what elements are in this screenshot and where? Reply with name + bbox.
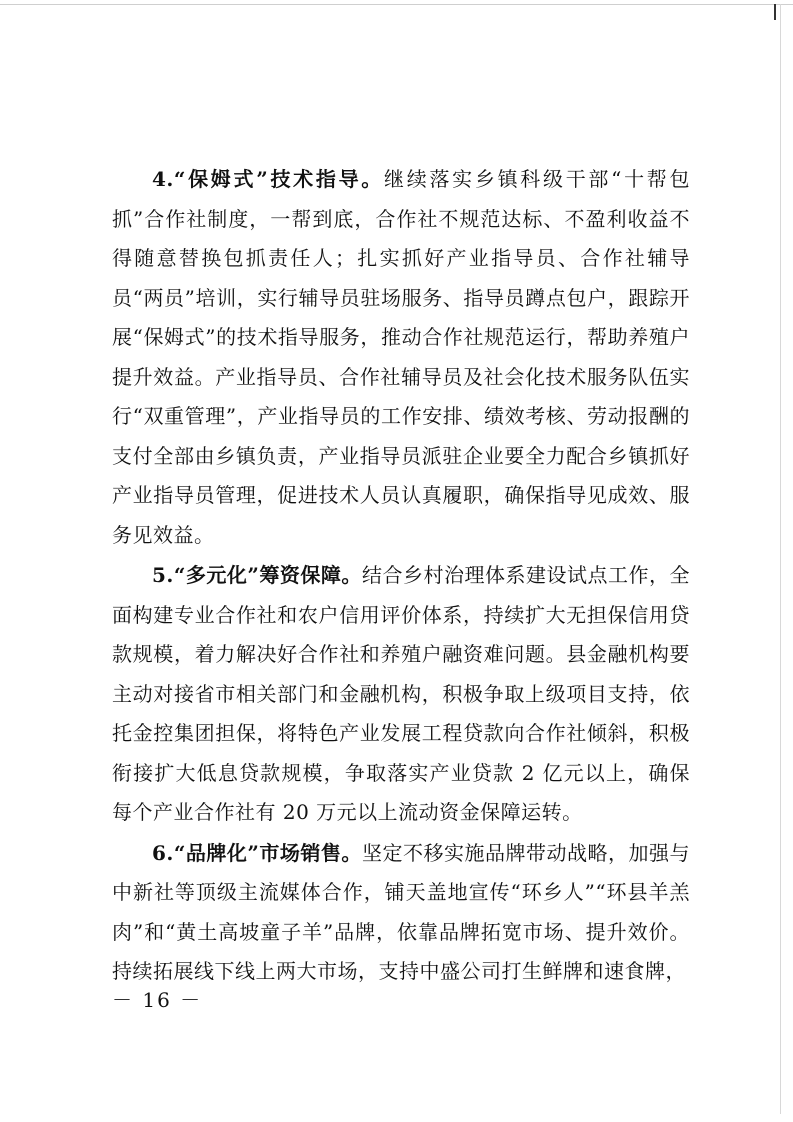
document-body: [112, 160, 690, 993]
paragraph-heading: 5.“多元化”筹资保障。: [152, 563, 362, 587]
paragraph-text: 结合乡村治理体系建设试点工作，全面构建专业合作社和农户信用评价体系，持续扩大无担保信用贷款规模，着力解决好合作社和养殖户融资难问题。县金融机构要主动对接省市相关部门和金融机构，积极争取上级项目支持，依托金控集团担保，将特色产业发展工程贷款向合作社倾斜，积极衔接扩大低息贷款规模，争取落实产业贷款 2 亿元以上，确保每个产业合作社有 20 万元以上流动资金保障运转。: [112, 563, 691, 824]
paragraph-text: 继续落实乡镇科级干部“十帮包抓”合作社制度，一帮到底，合作社不规范达标、不盈利收益不得随意替换包抓责任人；扎实抓好产业指导员、合作社辅导员“两员”培训，实行辅导员驻场服务、指导员蹲点包户，跟踪开展“保姆式”的技术指导服务，推动合作社规范运行，帮助养殖户提升效益。产业指导员、合作社辅导员及社会化技术服务队伍实行“双重管理”，产业指导员的工作安排、绩效考核、劳动报酬的支付全部由乡镇负责，产业指导员派驻企业要全力配合乡镇抓好产业指导员管理，促进技术人员认真履职，确保指导见成效、服务见效益。: [112, 167, 690, 547]
paragraph-brand-marketing: [112, 834, 690, 992]
scan-edge-top: [0, 4, 793, 5]
paragraph-technical-guidance: [112, 160, 690, 555]
page-number: － 16 －: [112, 988, 203, 1012]
paragraph-text: 坚定不移实施品牌带动战略，加强与中新社等顶级主流媒体合作，铺天盖地宣传“环乡人”“环县羊羔肉”和“黄土高坡童子羊”品牌，依靠品牌拓宽市场、提升效价。持续拓展线下线上两大市场，支持中盛公司打生鲜牌和速食牌，: [112, 840, 691, 983]
paragraph-heading: 6.“品牌化”市场销售。: [152, 840, 362, 865]
scan-edge-corner-mark: [774, 4, 776, 20]
paragraph-heading: 4.“保姆式”技术指导。: [152, 167, 385, 191]
scan-edge-right: [780, 4, 781, 1114]
paragraph-funding-guarantee: [112, 556, 690, 833]
